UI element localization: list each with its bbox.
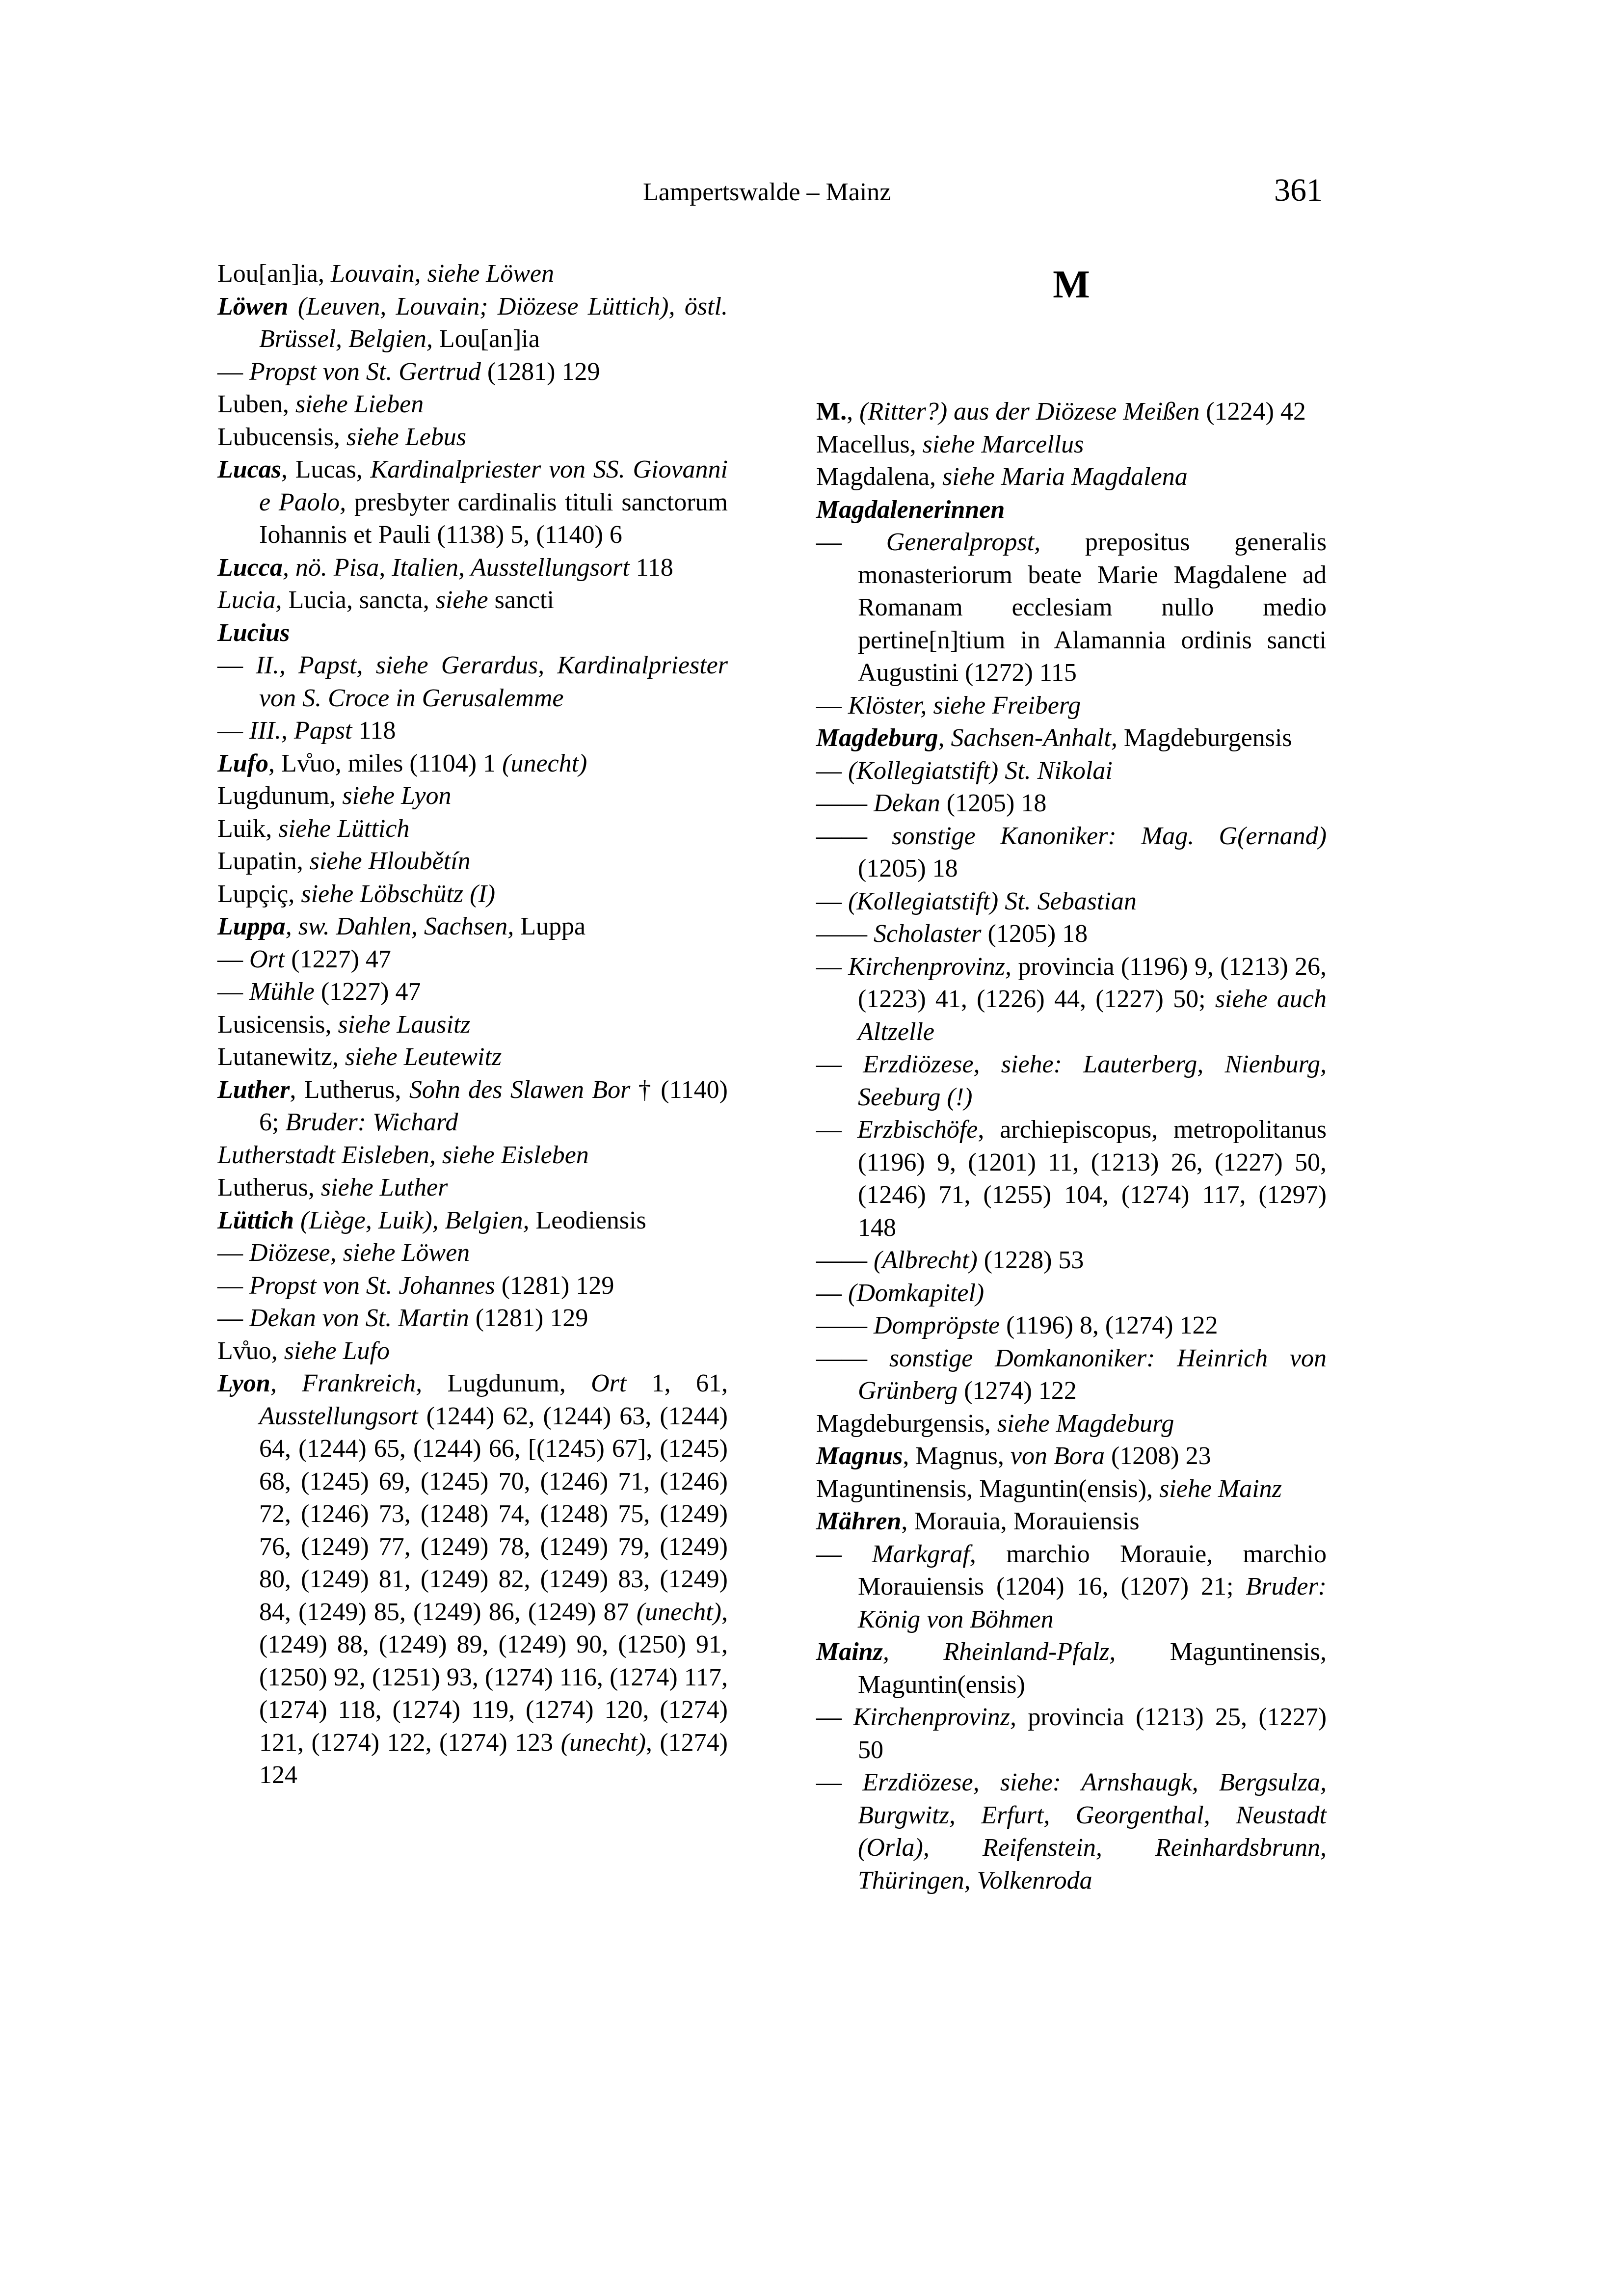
entry-text: (Domkapitel) xyxy=(848,1279,984,1307)
page-number: 361 xyxy=(1274,172,1323,208)
index-entry xyxy=(217,976,728,1009)
entry-text: (Ritter?) aus der Diözese Meißen xyxy=(859,398,1200,426)
index-entry xyxy=(816,1408,1327,1441)
entry-text: —— xyxy=(816,1246,874,1274)
entry-text: —— xyxy=(816,822,892,850)
index-entry xyxy=(217,1335,728,1368)
entry-text: siehe Lausitz xyxy=(338,1010,471,1039)
entry-text: — xyxy=(816,1703,853,1731)
entry-text: siehe Löbschütz (I) xyxy=(301,880,496,908)
entry-text: Löwen xyxy=(217,292,289,320)
entry-text: — xyxy=(217,1271,249,1300)
entry-text: Lucius xyxy=(217,618,290,647)
entry-text: Lyon xyxy=(217,1369,270,1397)
entry-text: (1208) 23 xyxy=(1104,1442,1211,1470)
entry-text: Lugdunum, xyxy=(217,782,343,810)
entry-text: , Sachsen-Anhalt, xyxy=(938,724,1124,752)
entry-text: Luppa xyxy=(520,912,586,940)
entry-text: — xyxy=(816,756,848,785)
index-entry xyxy=(816,526,1327,690)
index-entry xyxy=(217,748,728,780)
entry-text: provincia (1213) 25, (1227) 50 xyxy=(858,1703,1327,1764)
entry-text: 118 xyxy=(352,717,396,745)
entry-text: Ausstellungsort xyxy=(259,1402,418,1430)
index-entry xyxy=(217,1139,728,1172)
entry-text: (1205) 18 xyxy=(981,920,1088,948)
entry-text: (unecht) xyxy=(636,1598,721,1626)
index-entry xyxy=(217,813,728,846)
entry-text: Luppa xyxy=(217,912,286,940)
index-entry xyxy=(816,820,1327,885)
entry-text: , Morauia, Morauiensis xyxy=(901,1507,1140,1535)
entry-text: (1281) 129 xyxy=(469,1304,588,1332)
entry-text: Propst von St. Johannes xyxy=(249,1271,495,1300)
index-entry xyxy=(217,388,728,421)
entry-text: Mainz xyxy=(816,1638,883,1666)
running-head: Lampertswalde – Mainz xyxy=(643,178,891,206)
entry-text: Magnus xyxy=(816,1442,903,1470)
index-entry xyxy=(816,787,1327,820)
entry-text: , Frankreich, xyxy=(270,1369,448,1397)
index-entry xyxy=(816,396,1327,428)
entry-text: Lou[an]ia xyxy=(439,325,540,353)
entry-text: Magdeburg xyxy=(816,724,938,752)
index-entry xyxy=(217,617,728,650)
entry-text: Lucas xyxy=(217,455,281,483)
entry-text: Lutherus, xyxy=(217,1174,321,1201)
entry-text: Louvain, siehe Löwen xyxy=(331,260,554,288)
entry-text: siehe Lebus xyxy=(346,423,466,451)
entry-text: Lupatin, xyxy=(217,847,310,875)
index-entry xyxy=(816,1114,1327,1244)
entry-text: Scholaster xyxy=(874,920,982,948)
index-entry xyxy=(217,780,728,813)
index-entry xyxy=(217,1172,728,1204)
entry-text: Kirchenprovinz, xyxy=(848,952,1018,981)
entry-text: — xyxy=(217,357,249,386)
entry-text: Kardinalpriester von SS. Giovanni e Paolo, xyxy=(259,455,728,516)
entry-text: prepositus generalis monasteriorum beate Marie Magdalene ad Romanam ecclesiam nullo medio pertine[n]tium in Alamannia ordinis sancti Augustini (1272) 115 xyxy=(858,528,1327,687)
index-entry xyxy=(816,1048,1327,1114)
entry-text: (1205) 18 xyxy=(858,854,958,882)
entry-text: sonstige Kanoniker: Mag. G(ernand) xyxy=(892,822,1327,850)
index-entry xyxy=(217,649,728,715)
section-spacer xyxy=(816,330,1327,396)
index-column-right xyxy=(816,258,1327,1897)
entry-text: —— xyxy=(816,920,874,948)
index-entry xyxy=(816,951,1327,1049)
entry-text: sonstige Domkanoniker: Heinrich von Grünberg xyxy=(858,1344,1327,1405)
index-entry xyxy=(816,755,1327,788)
index-column-left xyxy=(217,258,728,1792)
index-entry xyxy=(816,722,1327,755)
index-entry xyxy=(816,1701,1327,1766)
entry-text: Lusicensis, xyxy=(217,1010,338,1039)
entry-text: , Rheinland-Pfalz, xyxy=(882,1638,1170,1666)
entry-text: (1227) 47 xyxy=(314,978,421,1006)
entry-text: III., Papst xyxy=(249,717,352,745)
index-entry xyxy=(217,421,728,454)
entry-text: sancti xyxy=(494,586,554,614)
entry-text: , (1274) 124 xyxy=(259,1728,728,1789)
entry-text: , nö. Pisa, Italien, Ausstellungsort xyxy=(282,553,630,582)
entry-text: siehe Hloubětín xyxy=(309,847,471,875)
entry-text: — xyxy=(816,691,848,720)
index-entry xyxy=(816,1277,1327,1310)
entry-text: siehe Lyon xyxy=(342,782,452,810)
index-entry xyxy=(217,291,728,356)
entry-text: Lufo xyxy=(217,749,268,777)
index-entry xyxy=(816,428,1327,461)
entry-text: II., Papst, siehe Gerardus, Kardinalpriester von S. Croce in Gerusalemme xyxy=(256,651,728,712)
entry-text: siehe Luther xyxy=(320,1174,448,1201)
index-entry xyxy=(816,1473,1327,1506)
entry-text: Luben, xyxy=(217,390,295,418)
entry-text: (Albrecht) xyxy=(874,1246,978,1274)
entry-text: siehe Magdeburg xyxy=(997,1409,1174,1438)
index-entry xyxy=(217,878,728,911)
entry-text: siehe Maria Magdalena xyxy=(942,463,1188,491)
entry-text: , Lucas, xyxy=(281,455,371,483)
entry-text: — xyxy=(816,1279,848,1307)
index-entry xyxy=(816,461,1327,494)
entry-text: (1281) 129 xyxy=(495,1271,614,1300)
entry-text: Mähren xyxy=(816,1507,902,1535)
entry-text: Lucia, sancta, xyxy=(288,586,436,614)
index-entry xyxy=(217,1367,728,1792)
entry-text: , Magnus, xyxy=(903,1442,1011,1470)
index-entry xyxy=(217,1041,728,1074)
entry-text: provincia (1196) 9, (1213) 26, (1223) 41, (1226) 44, (1227) 50; xyxy=(858,952,1327,1013)
index-entry xyxy=(816,690,1327,722)
entry-text: , sw. Dahlen, Sachsen, xyxy=(285,912,521,940)
entry-text: (Kollegiatstift) St. Nikolai xyxy=(848,756,1113,785)
index-entry xyxy=(217,1270,728,1303)
index-entry xyxy=(816,1440,1327,1473)
entry-text: Maguntinensis, Maguntin(ensis), xyxy=(816,1474,1160,1503)
entry-text: Generalpropst, xyxy=(886,528,1085,556)
entry-text: siehe xyxy=(435,586,495,614)
entry-text: Lutherstadt Eisleben, siehe Eisleben xyxy=(217,1141,589,1169)
entry-text: siehe Lufo xyxy=(284,1336,390,1365)
entry-text: — xyxy=(816,528,886,556)
index-entry xyxy=(217,454,728,552)
entry-text: marchio Morauie, marchio Morauiensis (1204) 16, (1207) 21; xyxy=(858,1540,1327,1601)
entry-text: Magdalena, xyxy=(816,463,943,491)
entry-text: — xyxy=(217,978,249,1006)
entry-text: — xyxy=(816,1540,872,1568)
entry-text: (1274) 122 xyxy=(958,1377,1077,1405)
entry-text: (unecht) xyxy=(502,749,587,777)
index-entry xyxy=(217,1204,728,1237)
entry-text: — xyxy=(217,651,256,679)
entry-text: Magdeburgensis xyxy=(1123,724,1292,752)
index-entry xyxy=(816,1244,1327,1277)
entry-text: siehe auch Altzelle xyxy=(858,985,1327,1046)
index-entry xyxy=(217,1302,728,1335)
entry-text: — xyxy=(816,1768,863,1796)
entry-text: Ort xyxy=(591,1369,627,1397)
entry-text: — xyxy=(816,952,849,981)
entry-text: —— xyxy=(816,1344,889,1372)
entry-text: Dompröpste xyxy=(874,1311,1000,1339)
entry-text: siehe Mainz xyxy=(1159,1474,1282,1503)
entry-text: Lou[an]ia, xyxy=(217,260,331,288)
index-entry xyxy=(816,494,1327,527)
entry-text: — xyxy=(816,1050,863,1078)
entry-text: Lutanewitz, xyxy=(217,1043,345,1071)
entry-text: (1244) 62, (1244) 63, (1244) 64, (1244) 65, (1244) 66, [(1245) 67], (1245) 68, (1245) 69, (1245) 70, (1246) 71, (1246) 72, (1246) 73, (1248) 74, (1248) 75, (1249) 76, (1249) 77, (1249) 78, (1249) 79, (1249) 80, (1249) 81, (1249) 82, (1249) 83, (1249) 84, (1249) 85, (1249) 86, (1249) 87 xyxy=(259,1402,728,1626)
entry-text: , (1249) 88, (1249) 89, (1249) 90, (1250) 91, (1250) 92, (1251) 93, (1274) 116, (1274) 117, (1274) 118, (1274) 119, (1274) 120, (1274) 121, (1274) 122, (1274) 123 xyxy=(259,1598,728,1757)
entry-text: Maguntinensis, Maguntin(ensis) xyxy=(858,1638,1327,1699)
entry-text: siehe Lüttich xyxy=(278,814,410,843)
entry-text: (1281) 129 xyxy=(480,357,600,386)
entry-text: , Lutherus, xyxy=(290,1075,409,1104)
entry-text: (1224) 42 xyxy=(1199,398,1306,426)
entry-text: , Lv̊uo, miles (1104) 1 xyxy=(268,749,503,777)
entry-text: , archiepiscopus, metropolitanus (1196) 9, (1201) 11, (1213) 26, (1227) 50, (1246) 71, (1255) 104, (1274) 117, (1297) 148 xyxy=(858,1116,1327,1242)
entry-text: Luther xyxy=(217,1075,290,1104)
entry-text: Dekan von St. Martin xyxy=(249,1304,469,1332)
index-entry xyxy=(816,1766,1327,1897)
index-entry xyxy=(816,1342,1327,1408)
entry-text: — xyxy=(217,1304,249,1332)
entry-text: (Liège, Luik), Belgien, xyxy=(294,1206,536,1234)
index-entry xyxy=(816,1636,1327,1701)
entry-text: (1205) 18 xyxy=(940,789,1047,817)
entry-text: Sohn des Slawen Bor xyxy=(409,1075,631,1104)
entry-text: Lucia, xyxy=(217,586,289,614)
entry-text: Kirchenprovinz, xyxy=(853,1703,1028,1731)
entry-text: (1227) 47 xyxy=(285,945,391,973)
entry-text: Klöster, siehe Freiberg xyxy=(848,691,1081,720)
section-letter: M xyxy=(1053,263,1090,306)
index-entry xyxy=(816,1505,1327,1538)
index-entry xyxy=(217,1009,728,1041)
index-entry xyxy=(217,715,728,748)
entry-text: Erzbischöfe xyxy=(857,1116,978,1144)
index-entry xyxy=(217,1237,728,1270)
entry-text: Bruder: Wichard xyxy=(285,1108,458,1136)
index-entry xyxy=(816,918,1327,951)
entry-text: (1196) 8, (1274) 122 xyxy=(1000,1311,1218,1339)
entry-text: (Kollegiatstift) St. Sebastian xyxy=(848,887,1137,915)
entry-text: — xyxy=(816,887,848,915)
entry-text: siehe Leutewitz xyxy=(345,1043,502,1071)
entry-text: Erzdiözese, siehe: Lauterberg, Nienburg, Seeburg (!) xyxy=(858,1050,1327,1111)
entry-text: (unecht) xyxy=(560,1728,646,1757)
entry-text: — xyxy=(816,1116,857,1144)
index-entry xyxy=(217,258,728,291)
entry-text: — xyxy=(217,717,249,745)
entry-text: Lubucensis, xyxy=(217,423,346,451)
entry-text: 1, 61, xyxy=(626,1369,728,1397)
index-entry xyxy=(217,552,728,585)
index-entry xyxy=(217,845,728,878)
entry-text: presbyter cardinalis tituli sanctorum Iohannis et Pauli (1138) 5, (1140) 6 xyxy=(259,488,728,549)
entry-text: Magdeburgensis, xyxy=(816,1409,997,1438)
index-entry xyxy=(217,584,728,617)
entry-text: † (1140) 6; xyxy=(259,1075,728,1136)
entry-text: Diözese, siehe Löwen xyxy=(249,1239,470,1267)
entry-text: 118 xyxy=(629,553,673,582)
entry-text: Lucca xyxy=(217,553,283,582)
entry-text: Lv̊uo, xyxy=(217,1336,284,1365)
entry-text: Markgraf, xyxy=(872,1540,1007,1568)
entry-text: M. xyxy=(816,398,847,426)
index-entry xyxy=(217,356,728,389)
entry-text: von Bora xyxy=(1010,1442,1105,1470)
entry-text: —— xyxy=(816,789,874,817)
entry-text: , xyxy=(847,398,860,426)
index-entry xyxy=(816,885,1327,918)
entry-text: (1228) 53 xyxy=(977,1246,1084,1274)
entry-text: Lüttich xyxy=(217,1206,294,1234)
entry-text: Mühle xyxy=(249,978,315,1006)
entry-text: Magdalenerinnen xyxy=(816,495,1005,524)
index-entry xyxy=(816,1309,1327,1342)
entry-text: Macellus, xyxy=(816,430,923,458)
index-entry xyxy=(217,943,728,976)
entry-text: —— xyxy=(816,1311,874,1339)
entry-text: Leodiensis xyxy=(535,1206,646,1234)
entry-text: — xyxy=(217,1239,249,1267)
entry-text: siehe Lieben xyxy=(295,390,424,418)
entry-text: Luik, xyxy=(217,814,279,843)
entry-text: — xyxy=(217,945,249,973)
index-entry xyxy=(217,1074,728,1139)
entry-text: Propst von St. Gertrud xyxy=(249,357,481,386)
entry-text: Erzdiözese, siehe: Arnshaugk, Bergsulza, Burgwitz, Erfurt, Georgenthal, Neustadt (Orla), Reifenstein, Reinhardsbrunn, Thüringen, Volkenroda xyxy=(858,1768,1327,1895)
entry-text: Bruder: König von Böhmen xyxy=(858,1573,1327,1633)
index-entry xyxy=(217,910,728,943)
entry-text: Lupçiç, xyxy=(217,880,301,908)
entry-text: Lugdunum, xyxy=(447,1369,591,1397)
entry-text: siehe Marcellus xyxy=(922,430,1084,458)
entry-text: Ort xyxy=(249,945,285,973)
entry-text: Dekan xyxy=(874,789,940,817)
entry-text: (Leuven, Louvain; Diözese Lüttich), östl. Brüssel, Belgien, xyxy=(259,292,728,353)
index-entry xyxy=(816,1538,1327,1636)
